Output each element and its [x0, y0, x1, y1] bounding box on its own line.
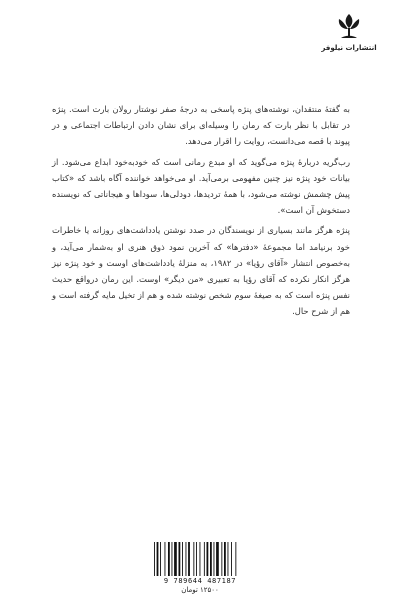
blurb-paragraph-1: به گفتهٔ منتقدان، نوشته‌های پنژه پاسخی به درجهٔ صفر نوشتار رولان بارت است. پنژه در تقابل با نظر بارت که رمان را وسیله‌ای برای نشان دادن ارتباطات اجتماعی و در پیوند با قصه می‌دانست، روایت را اقرار می‌دهد.: [52, 104, 350, 147]
blurb-paragraph-3: پنژه هرگز مانند بسیاری از نویسندگان در صدد نوشتن یادداشت‌های روزانه یا خاطرات خود برنیامد اما مجموعهٔ «دفترها» که آخرین نمود ذوق هنری او به‌شمار می‌آید، و به‌خصوص انتشار «آقای رؤیا» در ۱۹۸۲، به منزلهٔ یادداشت‌های اوست و خود پنژه نیز هرگز انکار نکرده که آقای رؤیا به تعبیری «من دیگر» اوست. این رمان درواقع حدیث نفس پنژه است که به صیغهٔ سوم شخص نوشته شده و هم از تخیل مایه گرفته است و هم از شرح حال.: [52, 225, 350, 317]
price-label: ۱۲۵۰۰ تومان: [181, 586, 219, 594]
publisher-mark: [314, 12, 384, 52]
isbn-barcode-block: [150, 542, 250, 594]
barcode-icon: [150, 542, 250, 576]
isbn-digits: 9 789644 487187: [163, 577, 237, 585]
back-cover-blurb: [52, 101, 350, 324]
publisher-name: انتشارات نیلوفر: [321, 44, 377, 52]
tulip-icon: [332, 12, 366, 42]
blurb-paragraph-2: رب‌گریه دربارهٔ پنژه می‌گوید که او مبدع رمانی است که خودبه‌خود ابداع می‌شود. از بیانات خود پنژه نیز چنین مفهومی برمی‌آید. او می‌خواهد خواننده آگاه باشد که «کتاب پیش چشمش نوشته می‌شود، با همهٔ تردیدها، دودلی‌ها، سوداها و هیجاناتی که نویسنده دستخوش آن است».: [52, 156, 350, 216]
